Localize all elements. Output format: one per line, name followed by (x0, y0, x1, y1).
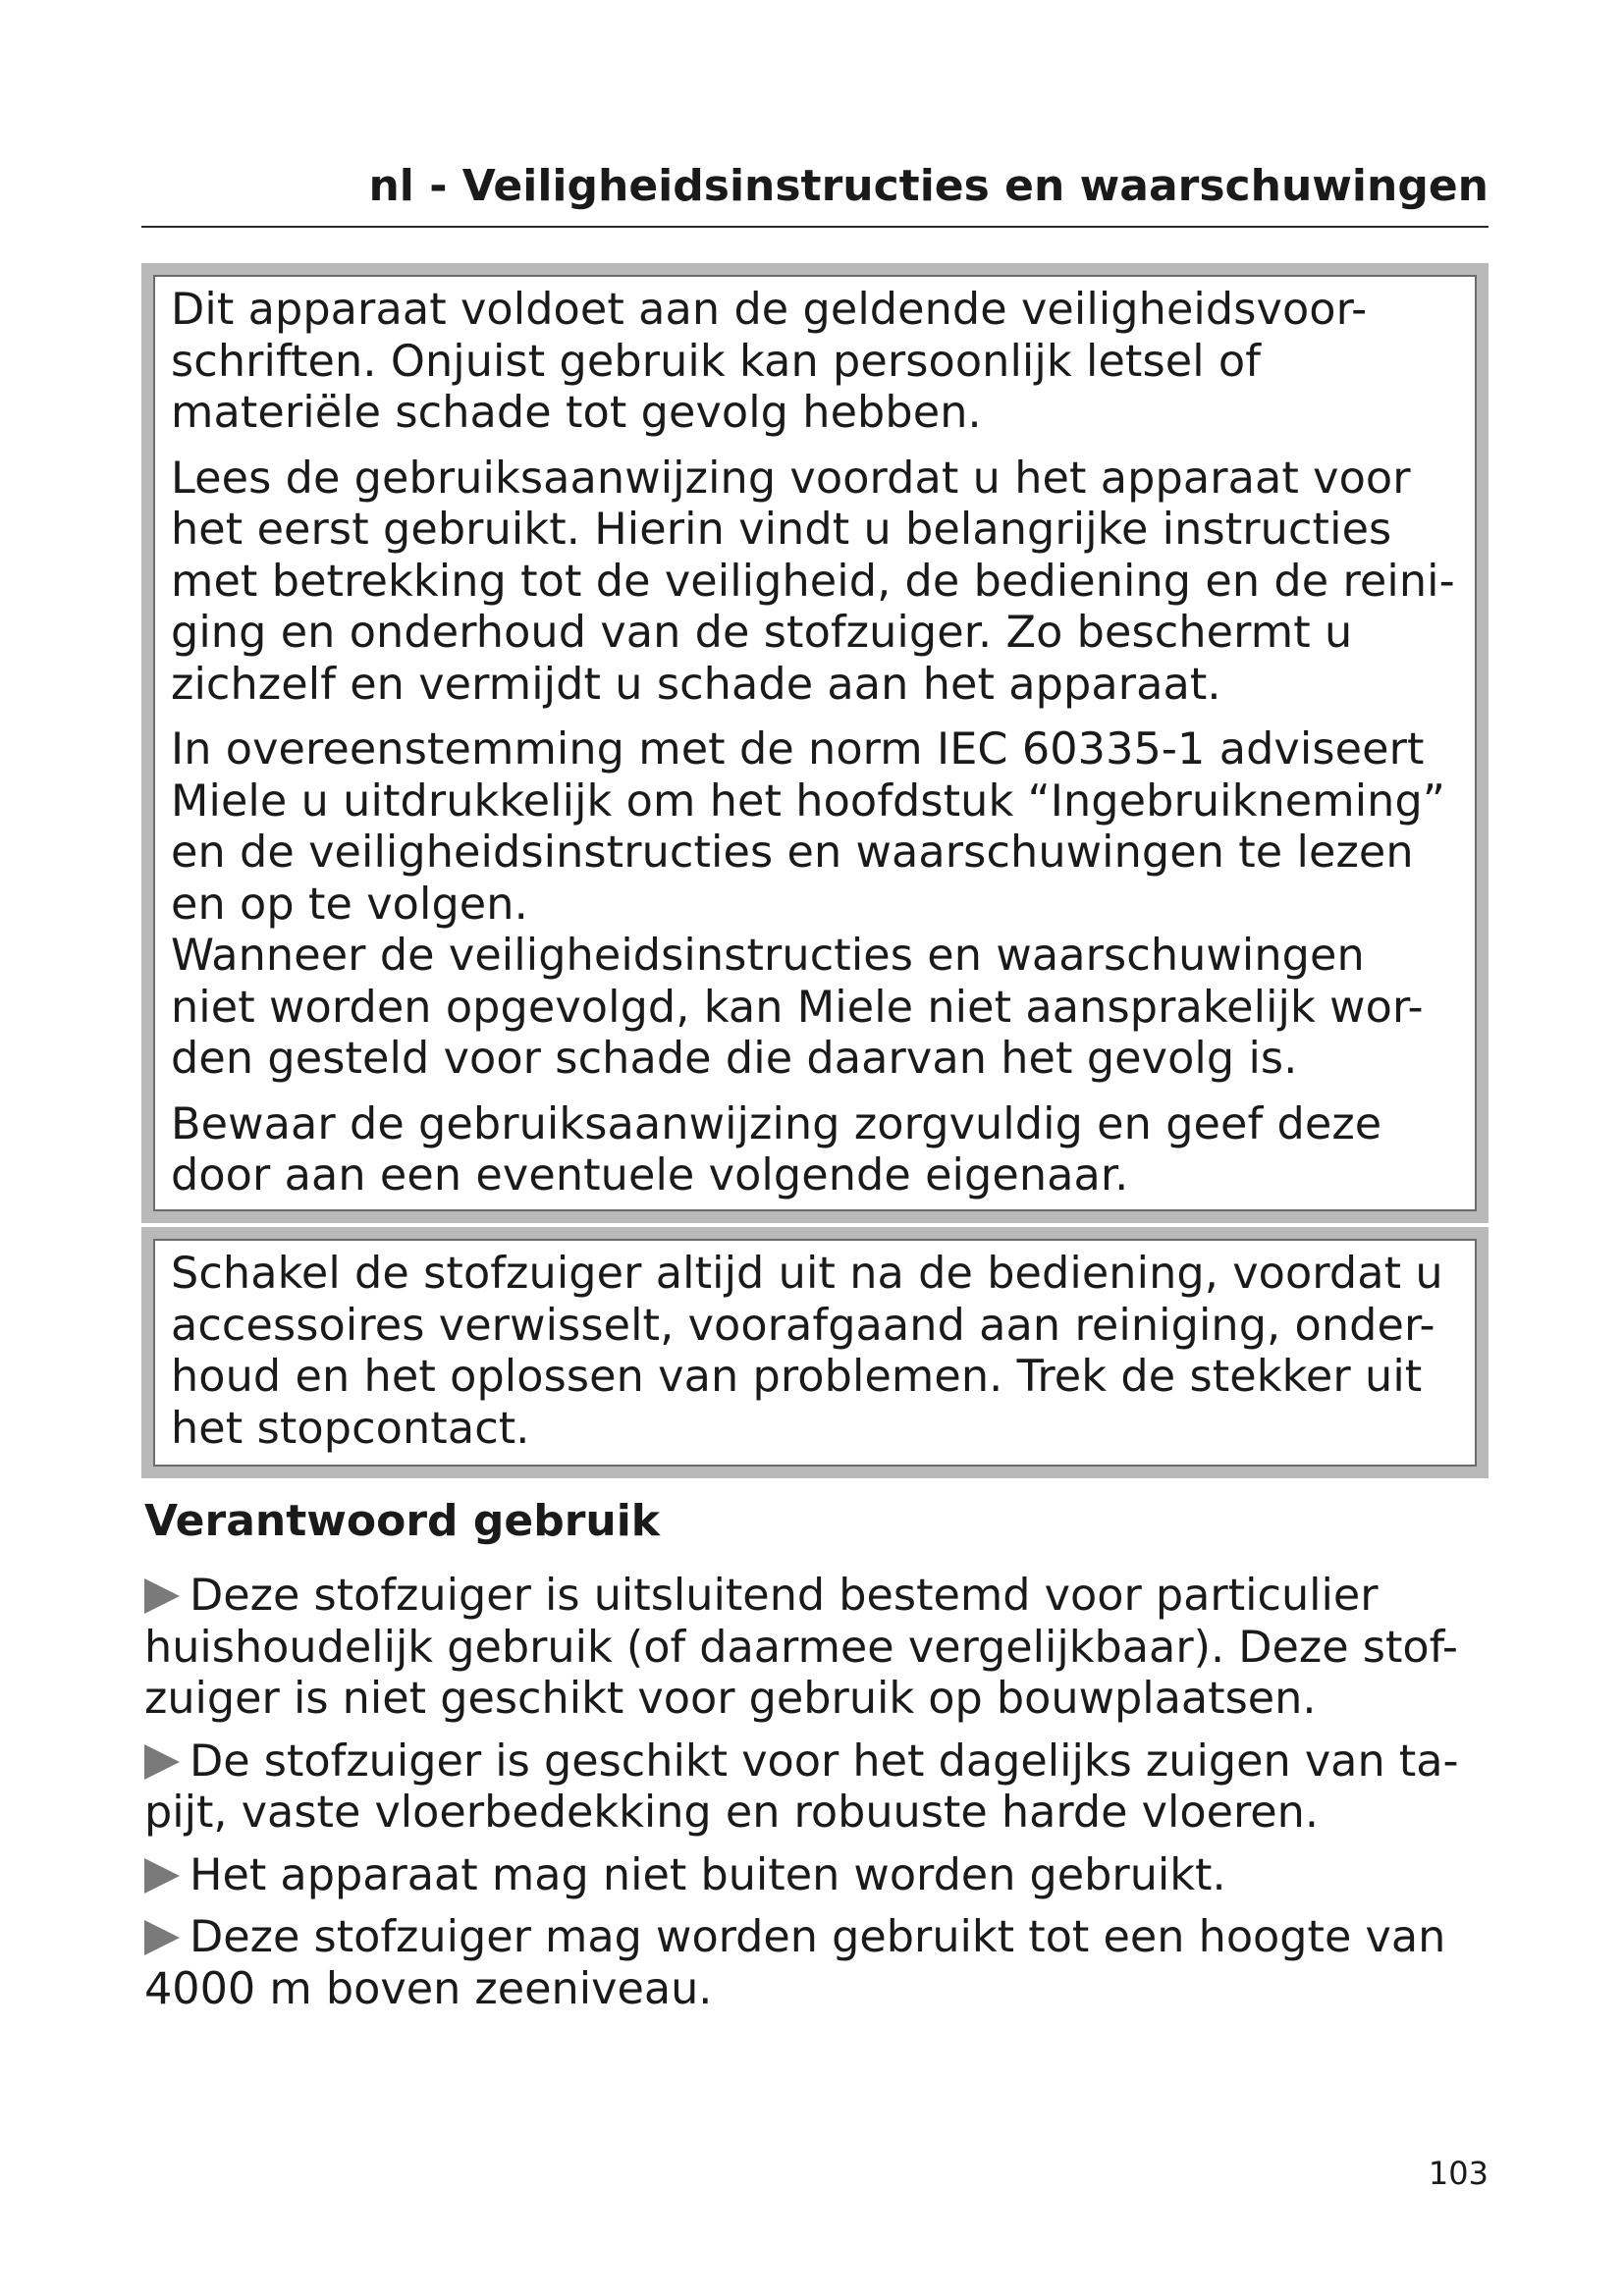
safety-intro-box-inner (153, 275, 1477, 1211)
text-line: en op te volgen. (171, 879, 528, 930)
text-line: door aan een eventuele volgende eigenaar. (171, 1150, 1129, 1201)
text-line: schriften. Onjuist gebruik kan persoonlijk letsel of (171, 336, 1262, 387)
list-item (144, 1912, 1491, 2015)
text-line: Miele u uitdrukkelijk om het hoofdstuk “Ingebruikneming” (171, 775, 1445, 827)
list-item (144, 1850, 1491, 1902)
text-line (144, 1912, 1491, 1964)
intro-paragraph-2 (171, 454, 1461, 712)
text-line: materiële schade tot gevolg hebben. (171, 388, 982, 438)
page-number: 103 (1428, 2155, 1489, 2192)
text-line: pijt, vaste vloerbedekking en robuuste harde vloeren. (144, 1788, 1320, 1838)
list-item (144, 1571, 1491, 1726)
text-line: huishoudelijk gebruik (of daarmee vergelijkbaar). Deze stof- (144, 1622, 1458, 1673)
text-line: ging en onderhoud van de stofzuiger. Zo beschermt u (171, 608, 1353, 658)
text-line: het eerst gebruikt. Hierin vindt u belangrijke instructies (171, 505, 1392, 555)
text-line: Wanneer de veiligheidsinstructies en waarschuwingen (171, 931, 1365, 981)
text-line: zuiger is niet geschikt voor gebruik op bouwplaatsen. (144, 1674, 1317, 1724)
text-line: Bewaar de gebruiksaanwijzing zorgvuldig en geef deze (171, 1098, 1382, 1149)
triangle-bullet-icon (144, 1920, 180, 1955)
text-line: 4000 m boven zeeniveau. (144, 1963, 713, 2014)
intro-paragraph-3 (171, 724, 1461, 931)
text-line: niet worden opgevolgd, kan Miele niet aansprakelijk wor- (171, 982, 1424, 1033)
text-line (144, 1571, 1491, 1623)
section-heading: Verantwoord gebruik (144, 1496, 661, 1546)
safety-intro-box (141, 263, 1489, 1223)
triangle-bullet-icon (144, 1744, 180, 1780)
text-line: Schakel de stofzuiger altijd uit na de bediening, voordat u (171, 1249, 1443, 1299)
text-line: met betrekking tot de veiligheid, de bediening en de reini- (171, 556, 1455, 607)
bullet-list (144, 1571, 1491, 2026)
warning-paragraph (171, 1249, 1461, 1455)
triangle-bullet-icon (144, 1858, 180, 1894)
text-line: In overeenstemming met de norm IEC 60335-1 adviseert (171, 724, 1425, 774)
page-header-title: nl - Veiligheidsinstructies en waarschuwingen (368, 161, 1489, 211)
bullet-text: Deze stofzuiger is uitsluitend bestemd voor particulier (189, 1571, 1379, 1621)
unplug-warning-box-inner (153, 1239, 1477, 1467)
text-line: den gesteld voor schade die daarvan het gevolg is. (171, 1034, 1298, 1084)
text-line: Dit apparaat voldoet aan de geldende veiligheidsvoor- (171, 285, 1368, 335)
intro-paragraph-5 (171, 1099, 1461, 1202)
triangle-bullet-icon (144, 1578, 180, 1614)
text-line: houd en het oplossen van problemen. Trek de stekker uit (171, 1352, 1423, 1402)
header-divider (141, 226, 1489, 228)
unplug-warning-box (141, 1227, 1489, 1478)
text-line: Lees de gebruiksaanwijzing voordat u het apparaat voor (171, 453, 1411, 504)
text-line: accessoires verwisselt, voorafgaand aan reiniging, onder- (171, 1300, 1435, 1351)
text-line: het stopcontact. (171, 1403, 530, 1454)
text-line: zichzelf en vermijdt u schade aan het apparaat. (171, 659, 1221, 710)
bullet-text: De stofzuiger is geschikt voor het dagelijks zuigen van ta- (189, 1735, 1459, 1787)
intro-paragraph-4 (171, 931, 1461, 1086)
text-line (144, 1736, 1491, 1789)
bullet-text: Deze stofzuiger mag worden gebruikt tot een hoogte van (189, 1912, 1446, 1962)
list-item (144, 1736, 1491, 1840)
text-line (144, 1850, 1491, 1902)
intro-paragraph-1 (171, 285, 1461, 440)
text-line: en de veiligheidsinstructies en waarschuwingen te lezen (171, 828, 1414, 878)
bullet-text: Het apparaat mag niet buiten worden gebruikt. (189, 1849, 1226, 1900)
